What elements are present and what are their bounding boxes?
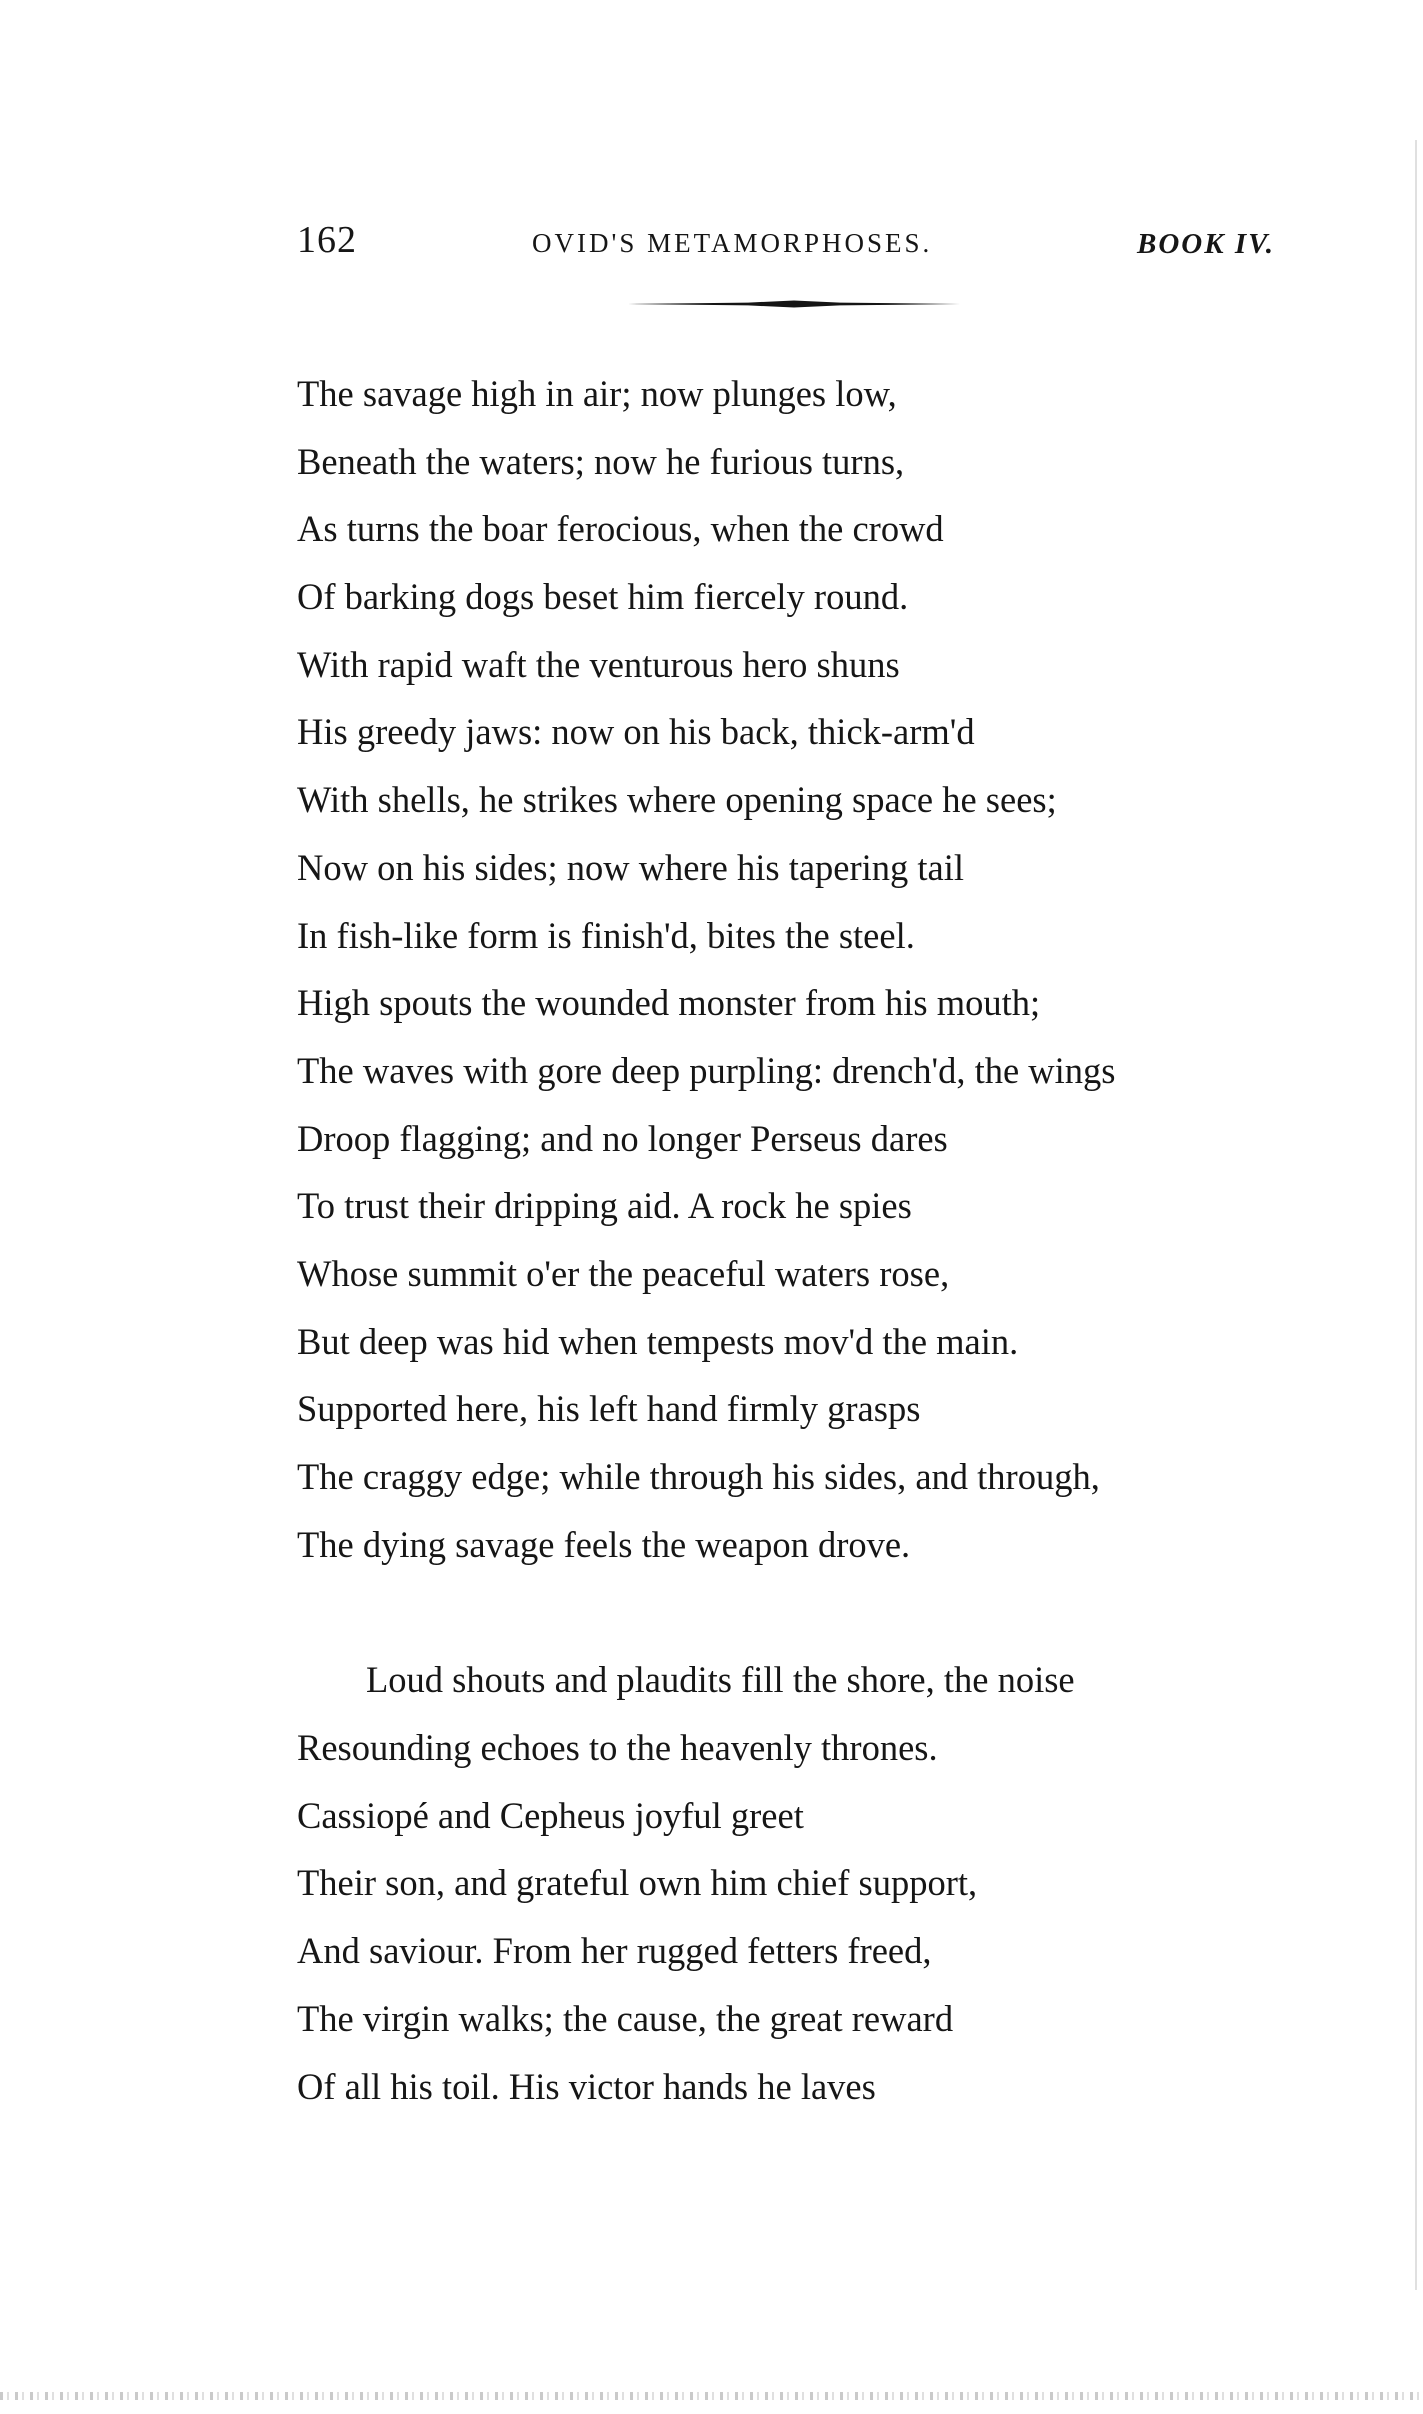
stanza-1: [297, 360, 1337, 1578]
verse-line: In fish-like form is finish'd, bites the steel.: [297, 914, 915, 956]
verse-line: Of all his toil. His victor hands he laves: [297, 2065, 876, 2107]
running-title: OVID'S METAMORPHOSES.: [532, 228, 933, 258]
stanza-break: [297, 1578, 1337, 1646]
verse-line: But deep was hid when tempests mov'd the main.: [297, 1320, 1019, 1362]
verse-line: And saviour. From her rugged fetters freed,: [297, 1930, 932, 1972]
verse-line: His greedy jaws: now on his back, thick-arm'd: [297, 711, 975, 753]
poem-text: [297, 360, 1337, 2120]
header-rule-ornament: [628, 300, 960, 306]
verse-line: High spouts the wounded monster from his mouth;: [297, 982, 1041, 1024]
verse-line: Now on his sides; now where his tapering tail: [297, 846, 965, 888]
verse-line: Loud shouts and plaudits fill the shore, the noise: [366, 1659, 1075, 1701]
book-label: BOOK IV.: [1137, 228, 1275, 260]
verse-line: Cassiopé and Cepheus joyful greet: [297, 1794, 804, 1836]
page-edge-shadow: [1412, 140, 1417, 2290]
scan-edge-specks: [0, 2392, 1423, 2400]
verse-line: Droop flagging; and no longer Perseus dares: [297, 1117, 948, 1159]
verse-line: The dying savage feels the weapon drove.: [297, 1523, 911, 1565]
verse-line: Of barking dogs beset him fiercely round.: [297, 576, 909, 618]
verse-line: Resounding echoes to the heavenly thrones.: [297, 1727, 938, 1769]
page-number: 162: [297, 219, 357, 261]
stanza-2: [297, 1646, 1337, 2120]
verse-line: The virgin walks; the cause, the great reward: [297, 1997, 954, 2039]
verse-line: Whose summit o'er the peaceful waters rose,: [297, 1252, 950, 1294]
verse-line: With rapid waft the venturous hero shuns: [297, 643, 900, 685]
verse-line: Supported here, his left hand firmly grasps: [297, 1388, 921, 1430]
running-header: [297, 218, 1292, 278]
verse-line: Their son, and grateful own him chief support,: [297, 1862, 978, 1904]
verse-line: Beneath the waters; now he furious turns,: [297, 440, 905, 482]
verse-line: The waves with gore deep purpling: drench'd, the wings: [297, 1049, 1116, 1091]
verse-line: With shells, he strikes where opening space he sees;: [297, 779, 1057, 821]
verse-line: The savage high in air; now plunges low,: [297, 373, 897, 414]
verse-line: The craggy edge; while through his sides, and through,: [297, 1456, 1100, 1497]
verse-line: To trust their dripping aid. A rock he spies: [297, 1185, 912, 1227]
verse-line: As turns the boar ferocious, when the crowd: [297, 508, 944, 550]
